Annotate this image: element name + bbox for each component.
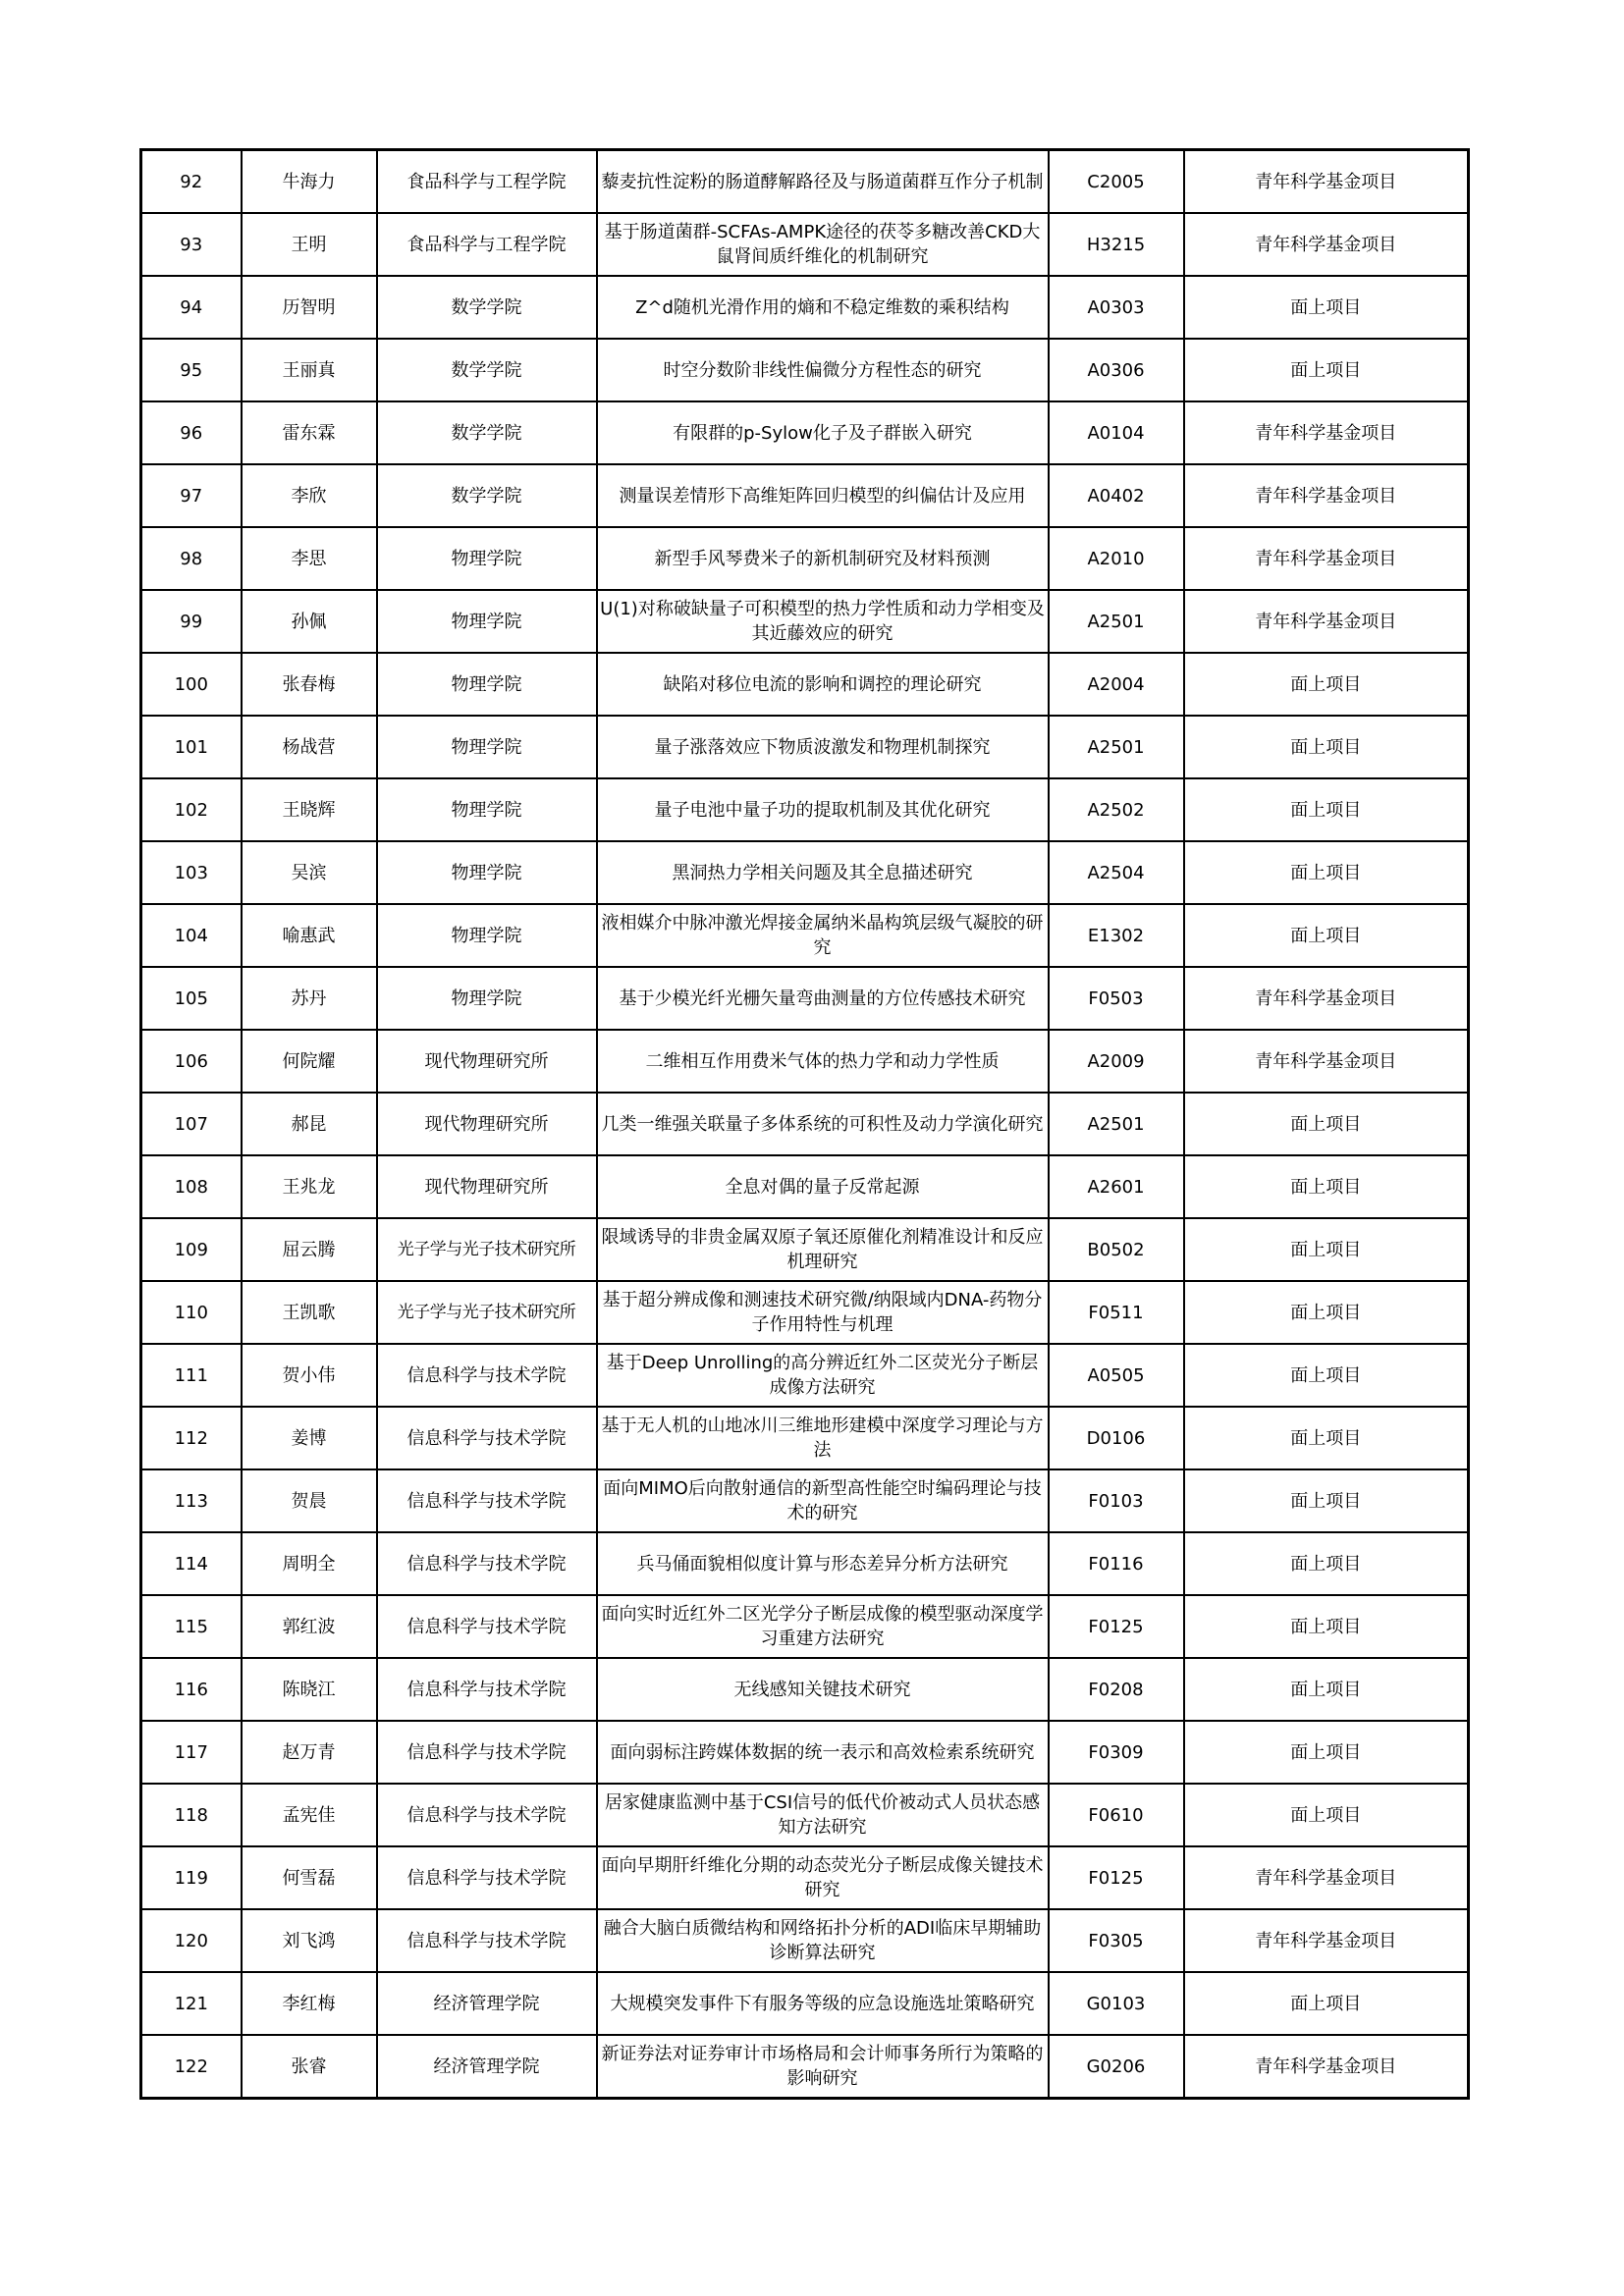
project-type-cell: 面上项目 (1184, 1784, 1469, 1846)
project-title-cell: 融合大脑白质微结构和网络拓扑分析的ADI临床早期辅助诊断算法研究 (597, 1909, 1049, 1972)
project-type-cell: 青年科学基金项目 (1184, 150, 1469, 214)
row-number-cell: 92 (141, 150, 242, 214)
department-cell: 光子学与光子技术研究所 (377, 1281, 597, 1344)
project-type-cell: 青年科学基金项目 (1184, 1030, 1469, 1093)
table-row (141, 339, 1469, 401)
project-title-cell: 缺陷对移位电流的影响和调控的理论研究 (597, 653, 1049, 716)
row-number-cell: 99 (141, 590, 242, 653)
discipline-code-cell: A2601 (1049, 1155, 1184, 1218)
row-number-cell: 108 (141, 1155, 242, 1218)
project-type-cell: 面上项目 (1184, 1344, 1469, 1407)
project-type-cell: 面上项目 (1184, 1972, 1469, 2035)
applicant-name-cell: 贺晨 (242, 1469, 377, 1532)
project-type-cell: 面上项目 (1184, 841, 1469, 904)
project-title-cell: 无线感知关键技术研究 (597, 1658, 1049, 1721)
table-body (141, 150, 1469, 2099)
applicant-name-cell: 苏丹 (242, 967, 377, 1030)
department-cell: 食品科学与工程学院 (377, 150, 597, 214)
row-number-cell: 115 (141, 1595, 242, 1658)
discipline-code-cell: F0610 (1049, 1784, 1184, 1846)
applicant-name-cell: 屈云腾 (242, 1218, 377, 1281)
project-title-cell: 液相媒介中脉冲激光焊接金属纳米晶构筑层级气凝胶的研究 (597, 904, 1049, 967)
table-row (141, 213, 1469, 276)
table-row (141, 1218, 1469, 1281)
row-number-cell: 118 (141, 1784, 242, 1846)
row-number-cell: 112 (141, 1407, 242, 1469)
discipline-code-cell: F0503 (1049, 967, 1184, 1030)
row-number-cell: 109 (141, 1218, 242, 1281)
project-title-cell: 量子电池中量子功的提取机制及其优化研究 (597, 778, 1049, 841)
table-row (141, 1721, 1469, 1784)
applicant-name-cell: 王丽真 (242, 339, 377, 401)
discipline-code-cell: A2501 (1049, 1093, 1184, 1155)
applicant-name-cell: 陈晓江 (242, 1658, 377, 1721)
project-type-cell: 青年科学基金项目 (1184, 401, 1469, 464)
project-type-cell: 面上项目 (1184, 1093, 1469, 1155)
discipline-code-cell: C2005 (1049, 150, 1184, 214)
project-title-cell: 大规模突发事件下有服务等级的应急设施选址策略研究 (597, 1972, 1049, 2035)
discipline-code-cell: A2504 (1049, 841, 1184, 904)
project-title-cell: 基于无人机的山地冰川三维地形建模中深度学习理论与方法 (597, 1407, 1049, 1469)
department-cell: 物理学院 (377, 967, 597, 1030)
table-row (141, 1846, 1469, 1909)
row-number-cell: 107 (141, 1093, 242, 1155)
department-cell: 现代物理研究所 (377, 1093, 597, 1155)
table-row (141, 841, 1469, 904)
project-title-cell: 面向MIMO后向散射通信的新型高性能空时编码理论与技术的研究 (597, 1469, 1049, 1532)
department-cell: 物理学院 (377, 590, 597, 653)
discipline-code-cell: G0103 (1049, 1972, 1184, 2035)
department-cell: 信息科学与技术学院 (377, 1532, 597, 1595)
row-number-cell: 93 (141, 213, 242, 276)
row-number-cell: 104 (141, 904, 242, 967)
table-row (141, 1407, 1469, 1469)
discipline-code-cell: A0104 (1049, 401, 1184, 464)
row-number-cell: 114 (141, 1532, 242, 1595)
project-title-cell: 测量误差情形下高维矩阵回归模型的纠偏估计及应用 (597, 464, 1049, 527)
applicant-name-cell: 赵万青 (242, 1721, 377, 1784)
discipline-code-cell: B0502 (1049, 1218, 1184, 1281)
applicant-name-cell: 历智明 (242, 276, 377, 339)
applicant-name-cell: 张春梅 (242, 653, 377, 716)
project-title-cell: 基于肠道菌群-SCFAs-AMPK途径的茯苓多糖改善CKD大鼠肾间质纤维化的机制研究 (597, 213, 1049, 276)
project-type-cell: 青年科学基金项目 (1184, 967, 1469, 1030)
row-number-cell: 120 (141, 1909, 242, 1972)
project-title-cell: U(1)对称破缺量子可积模型的热力学性质和动力学相变及其近藤效应的研究 (597, 590, 1049, 653)
department-cell: 信息科学与技术学院 (377, 1721, 597, 1784)
row-number-cell: 117 (141, 1721, 242, 1784)
discipline-code-cell: A2501 (1049, 716, 1184, 778)
project-type-cell: 面上项目 (1184, 1281, 1469, 1344)
project-type-cell: 面上项目 (1184, 276, 1469, 339)
table-row (141, 464, 1469, 527)
row-number-cell: 94 (141, 276, 242, 339)
row-number-cell: 102 (141, 778, 242, 841)
discipline-code-cell: A0402 (1049, 464, 1184, 527)
project-title-cell: 量子涨落效应下物质波激发和物理机制探究 (597, 716, 1049, 778)
project-type-cell: 面上项目 (1184, 1218, 1469, 1281)
discipline-code-cell: F0305 (1049, 1909, 1184, 1972)
table-row (141, 967, 1469, 1030)
department-cell: 信息科学与技术学院 (377, 1344, 597, 1407)
project-title-cell: 几类一维强关联量子多体系统的可积性及动力学演化研究 (597, 1093, 1049, 1155)
row-number-cell: 111 (141, 1344, 242, 1407)
applicant-name-cell: 雷东霖 (242, 401, 377, 464)
row-number-cell: 113 (141, 1469, 242, 1532)
applicant-name-cell: 郭红波 (242, 1595, 377, 1658)
row-number-cell: 122 (141, 2035, 242, 2099)
department-cell: 数学学院 (377, 401, 597, 464)
applicant-name-cell: 杨战营 (242, 716, 377, 778)
project-type-cell: 青年科学基金项目 (1184, 213, 1469, 276)
applicant-name-cell: 刘飞鸿 (242, 1909, 377, 1972)
department-cell: 物理学院 (377, 841, 597, 904)
project-type-cell: 面上项目 (1184, 1155, 1469, 1218)
project-type-cell: 面上项目 (1184, 716, 1469, 778)
project-type-cell: 面上项目 (1184, 1721, 1469, 1784)
project-title-cell: 基于超分辨成像和测速技术研究微/纳限域内DNA-药物分子作用特性与机理 (597, 1281, 1049, 1344)
discipline-code-cell: F0103 (1049, 1469, 1184, 1532)
project-type-cell: 青年科学基金项目 (1184, 464, 1469, 527)
discipline-code-cell: F0309 (1049, 1721, 1184, 1784)
table-row (141, 1344, 1469, 1407)
table-row (141, 527, 1469, 590)
department-cell: 物理学院 (377, 778, 597, 841)
table-row (141, 1469, 1469, 1532)
row-number-cell: 101 (141, 716, 242, 778)
applicant-name-cell: 姜博 (242, 1407, 377, 1469)
department-cell: 经济管理学院 (377, 1972, 597, 2035)
project-title-cell: Z^d随机光滑作用的熵和不稳定维数的乘积结构 (597, 276, 1049, 339)
discipline-code-cell: A2010 (1049, 527, 1184, 590)
project-title-cell: 面向早期肝纤维化分期的动态荧光分子断层成像关键技术研究 (597, 1846, 1049, 1909)
discipline-code-cell: A0303 (1049, 276, 1184, 339)
discipline-code-cell: H3215 (1049, 213, 1184, 276)
table-row (141, 1281, 1469, 1344)
discipline-code-cell: F0208 (1049, 1658, 1184, 1721)
department-cell: 信息科学与技术学院 (377, 1784, 597, 1846)
row-number-cell: 105 (141, 967, 242, 1030)
project-type-cell: 面上项目 (1184, 778, 1469, 841)
row-number-cell: 96 (141, 401, 242, 464)
table-row (141, 653, 1469, 716)
table-row (141, 401, 1469, 464)
table-row (141, 1909, 1469, 1972)
department-cell: 经济管理学院 (377, 2035, 597, 2099)
project-title-cell: 面向弱标注跨媒体数据的统一表示和高效检索系统研究 (597, 1721, 1049, 1784)
applicant-name-cell: 孟宪佳 (242, 1784, 377, 1846)
table-row (141, 2035, 1469, 2099)
table-row (141, 1972, 1469, 2035)
department-cell: 数学学院 (377, 276, 597, 339)
row-number-cell: 110 (141, 1281, 242, 1344)
project-title-cell: 面向实时近红外二区光学分子断层成像的模型驱动深度学习重建方法研究 (597, 1595, 1049, 1658)
project-type-cell: 面上项目 (1184, 1469, 1469, 1532)
department-cell: 现代物理研究所 (377, 1030, 597, 1093)
project-title-cell: 黑洞热力学相关问题及其全息描述研究 (597, 841, 1049, 904)
project-title-cell: 藜麦抗性淀粉的肠道酵解路径及与肠道菌群互作分子机制 (597, 150, 1049, 214)
project-type-cell: 青年科学基金项目 (1184, 527, 1469, 590)
project-type-cell: 青年科学基金项目 (1184, 1846, 1469, 1909)
project-type-cell: 面上项目 (1184, 653, 1469, 716)
table-row (141, 1784, 1469, 1846)
row-number-cell: 103 (141, 841, 242, 904)
row-number-cell: 121 (141, 1972, 242, 2035)
department-cell: 现代物理研究所 (377, 1155, 597, 1218)
project-title-cell: 基于少模光纤光栅矢量弯曲测量的方位传感技术研究 (597, 967, 1049, 1030)
row-number-cell: 100 (141, 653, 242, 716)
table-row (141, 1532, 1469, 1595)
applicant-name-cell: 周明全 (242, 1532, 377, 1595)
applicant-name-cell: 孙佩 (242, 590, 377, 653)
project-title-cell: 兵马俑面貌相似度计算与形态差异分析方法研究 (597, 1532, 1049, 1595)
department-cell: 数学学院 (377, 339, 597, 401)
table-row (141, 590, 1469, 653)
discipline-code-cell: F0116 (1049, 1532, 1184, 1595)
project-type-cell: 面上项目 (1184, 1658, 1469, 1721)
discipline-code-cell: A2502 (1049, 778, 1184, 841)
department-cell: 物理学院 (377, 653, 597, 716)
discipline-code-cell: F0511 (1049, 1281, 1184, 1344)
department-cell: 数学学院 (377, 464, 597, 527)
table-row (141, 276, 1469, 339)
row-number-cell: 106 (141, 1030, 242, 1093)
applicant-name-cell: 李红梅 (242, 1972, 377, 2035)
row-number-cell: 97 (141, 464, 242, 527)
project-title-cell: 新型手风琴费米子的新机制研究及材料预测 (597, 527, 1049, 590)
project-title-cell: 二维相互作用费米气体的热力学和动力学性质 (597, 1030, 1049, 1093)
department-cell: 信息科学与技术学院 (377, 1595, 597, 1658)
project-title-cell: 居家健康监测中基于CSI信号的低代价被动式人员状态感知方法研究 (597, 1784, 1049, 1846)
discipline-code-cell: D0106 (1049, 1407, 1184, 1469)
department-cell: 食品科学与工程学院 (377, 213, 597, 276)
applicant-name-cell: 王明 (242, 213, 377, 276)
table-row (141, 1155, 1469, 1218)
applicant-name-cell: 张睿 (242, 2035, 377, 2099)
table-row (141, 1595, 1469, 1658)
applicant-name-cell: 王凯歌 (242, 1281, 377, 1344)
discipline-code-cell: G0206 (1049, 2035, 1184, 2099)
applicant-name-cell: 何院耀 (242, 1030, 377, 1093)
table-row (141, 778, 1469, 841)
department-cell: 物理学院 (377, 716, 597, 778)
table-row (141, 1658, 1469, 1721)
table-row (141, 1030, 1469, 1093)
department-cell: 信息科学与技术学院 (377, 1909, 597, 1972)
project-type-cell: 面上项目 (1184, 1532, 1469, 1595)
discipline-code-cell: A0505 (1049, 1344, 1184, 1407)
row-number-cell: 95 (141, 339, 242, 401)
project-title-cell: 全息对偶的量子反常起源 (597, 1155, 1049, 1218)
project-type-cell: 面上项目 (1184, 1595, 1469, 1658)
table-row (141, 1093, 1469, 1155)
applicant-name-cell: 贺小伟 (242, 1344, 377, 1407)
project-type-cell: 面上项目 (1184, 904, 1469, 967)
applicant-name-cell: 李欣 (242, 464, 377, 527)
project-type-cell: 面上项目 (1184, 339, 1469, 401)
project-table (139, 148, 1470, 2100)
discipline-code-cell: E1302 (1049, 904, 1184, 967)
department-cell: 信息科学与技术学院 (377, 1407, 597, 1469)
applicant-name-cell: 王兆龙 (242, 1155, 377, 1218)
table-row (141, 904, 1469, 967)
department-cell: 信息科学与技术学院 (377, 1469, 597, 1532)
project-type-cell: 青年科学基金项目 (1184, 590, 1469, 653)
project-title-cell: 限域诱导的非贵金属双原子氧还原催化剂精准设计和反应机理研究 (597, 1218, 1049, 1281)
project-title-cell: 时空分数阶非线性偏微分方程性态的研究 (597, 339, 1049, 401)
discipline-code-cell: A2004 (1049, 653, 1184, 716)
project-title-cell: 基于Deep Unrolling的高分辨近红外二区荧光分子断层成像方法研究 (597, 1344, 1049, 1407)
applicant-name-cell: 郝昆 (242, 1093, 377, 1155)
department-cell: 物理学院 (377, 904, 597, 967)
applicant-name-cell: 牛海力 (242, 150, 377, 214)
applicant-name-cell: 李思 (242, 527, 377, 590)
table-row (141, 716, 1469, 778)
department-cell: 信息科学与技术学院 (377, 1846, 597, 1909)
applicant-name-cell: 何雪磊 (242, 1846, 377, 1909)
table-row (141, 150, 1469, 214)
discipline-code-cell: A2501 (1049, 590, 1184, 653)
discipline-code-cell: A2009 (1049, 1030, 1184, 1093)
department-cell: 信息科学与技术学院 (377, 1658, 597, 1721)
row-number-cell: 119 (141, 1846, 242, 1909)
project-title-cell: 新证券法对证券审计市场格局和会计师事务所行为策略的影响研究 (597, 2035, 1049, 2099)
row-number-cell: 116 (141, 1658, 242, 1721)
row-number-cell: 98 (141, 527, 242, 590)
project-type-cell: 面上项目 (1184, 1407, 1469, 1469)
applicant-name-cell: 吴滨 (242, 841, 377, 904)
department-cell: 光子学与光子技术研究所 (377, 1218, 597, 1281)
project-type-cell: 青年科学基金项目 (1184, 2035, 1469, 2099)
project-title-cell: 有限群的p-Sylow化子及子群嵌入研究 (597, 401, 1049, 464)
discipline-code-cell: F0125 (1049, 1595, 1184, 1658)
department-cell: 物理学院 (377, 527, 597, 590)
project-type-cell: 青年科学基金项目 (1184, 1909, 1469, 1972)
discipline-code-cell: F0125 (1049, 1846, 1184, 1909)
applicant-name-cell: 王晓辉 (242, 778, 377, 841)
applicant-name-cell: 喻惠武 (242, 904, 377, 967)
discipline-code-cell: A0306 (1049, 339, 1184, 401)
